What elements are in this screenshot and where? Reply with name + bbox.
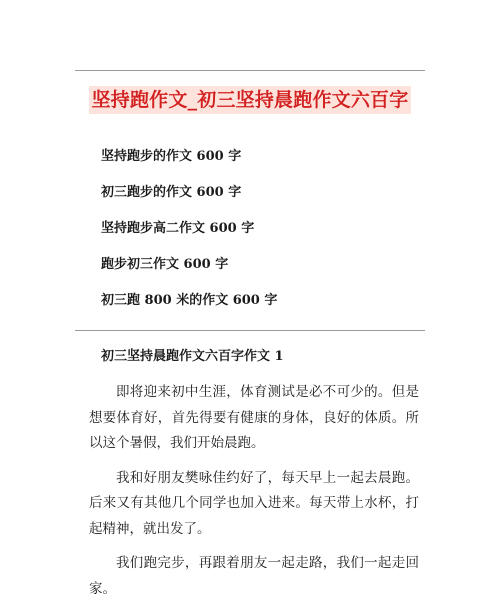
toc-item[interactable]: 初三跑步的作文 600 字 bbox=[101, 185, 242, 200]
article-heading: 初三坚持晨跑作文六百字作文 1 bbox=[101, 349, 284, 364]
paragraph: 我们跑完步，再跟着朋友一起走路，我们一起走回家。 bbox=[89, 555, 419, 597]
paragraph: 即将迎来初中生涯，体育测试是必不可少的。但是想要体育好，首先得要有健康的身体，良好的体质。所以这个暑假，我们开始晨跑。 bbox=[89, 384, 419, 451]
toc-item[interactable]: 坚持跑步高二作文 600 字 bbox=[101, 221, 255, 236]
toc-item[interactable]: 坚持跑步的作文 600 字 bbox=[101, 149, 242, 164]
top-divider bbox=[75, 70, 425, 71]
toc-item[interactable]: 跑步初三作文 600 字 bbox=[101, 257, 229, 272]
article-body bbox=[89, 380, 419, 611]
title-container bbox=[0, 86, 500, 114]
toc-item[interactable]: 初三跑 800 米的作文 600 字 bbox=[101, 293, 278, 308]
paragraph: 我和好朋友樊咏佳约好了，每天早上一起去晨跑。后来又有其他几个同学也加入进来。每天带上水杯，打起精神，就出发了。 bbox=[89, 469, 419, 537]
section-divider bbox=[75, 330, 425, 331]
table-of-contents bbox=[101, 146, 277, 326]
page-title: 坚持跑作文_初三坚持晨跑作文六百字 bbox=[89, 86, 412, 114]
